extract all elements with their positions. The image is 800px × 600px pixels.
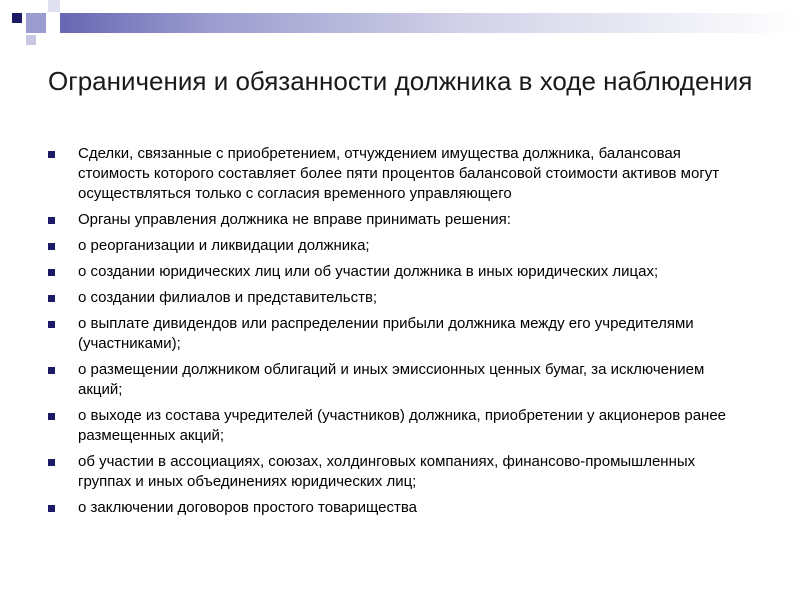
bullet-square-icon [48,243,55,250]
list-item-text: о создании филиалов и представительств; [78,289,378,306]
list-item [48,314,728,354]
bullet-square-icon [48,505,55,512]
list-item-text: о выплате дивидендов или распределении прибыли должника между его учредителями (участниками); [78,315,694,352]
list-item-text: о размещении должником облигаций и иных эмиссионных ценных бумаг, за исключением акций; [78,361,705,398]
bullet-list [48,144,728,524]
list-item [48,498,728,518]
decor-square-dark [12,13,22,23]
decor-square-mid [26,13,46,33]
list-item-text: Сделки, связанные с приобретением, отчуждением имущества должника, балансовая стоимость которого составляет более пяти процентов балансовой стоимости активов могут осуществляться только с согласия временного управляющего [78,145,720,202]
list-item-text: о заключении договоров простого товарищества [78,499,417,516]
bullet-square-icon [48,151,55,158]
list-item [48,236,728,256]
bullet-square-icon [48,367,55,374]
header-gradient-bar [60,13,800,33]
header-decoration [0,0,800,50]
decor-square-small [48,0,60,12]
bullet-square-icon [48,321,55,328]
list-item [48,360,728,400]
list-item [48,406,728,446]
list-item-text: о создании юридических лиц или об участии должника в иных юридических лицах; [78,263,659,280]
bullet-square-icon [48,295,55,302]
bullet-square-icon [48,217,55,224]
list-item-text: Органы управления должника не вправе принимать решения: [78,211,511,228]
list-item-text: о выходе из состава учредителей (участников) должника, приобретении у акционеров ранее размещенных акций; [78,407,727,444]
bullet-square-icon [48,459,55,466]
list-item-text: о реорганизации и ликвидации должника; [78,237,370,254]
list-item [48,262,728,282]
bullet-square-icon [48,413,55,420]
list-item-text: об участии в ассоциациях, союзах, холдинговых компаниях, финансово-промышленных группах и иных объединениях юридических лиц; [78,453,696,490]
list-item [48,210,728,230]
bullet-square-icon [48,269,55,276]
list-item [48,452,728,492]
list-item [48,288,728,308]
decor-square-light [26,35,36,45]
slide-title: Ограничения и обязанности должника в ходе наблюдения [48,66,753,96]
list-item [48,144,728,204]
